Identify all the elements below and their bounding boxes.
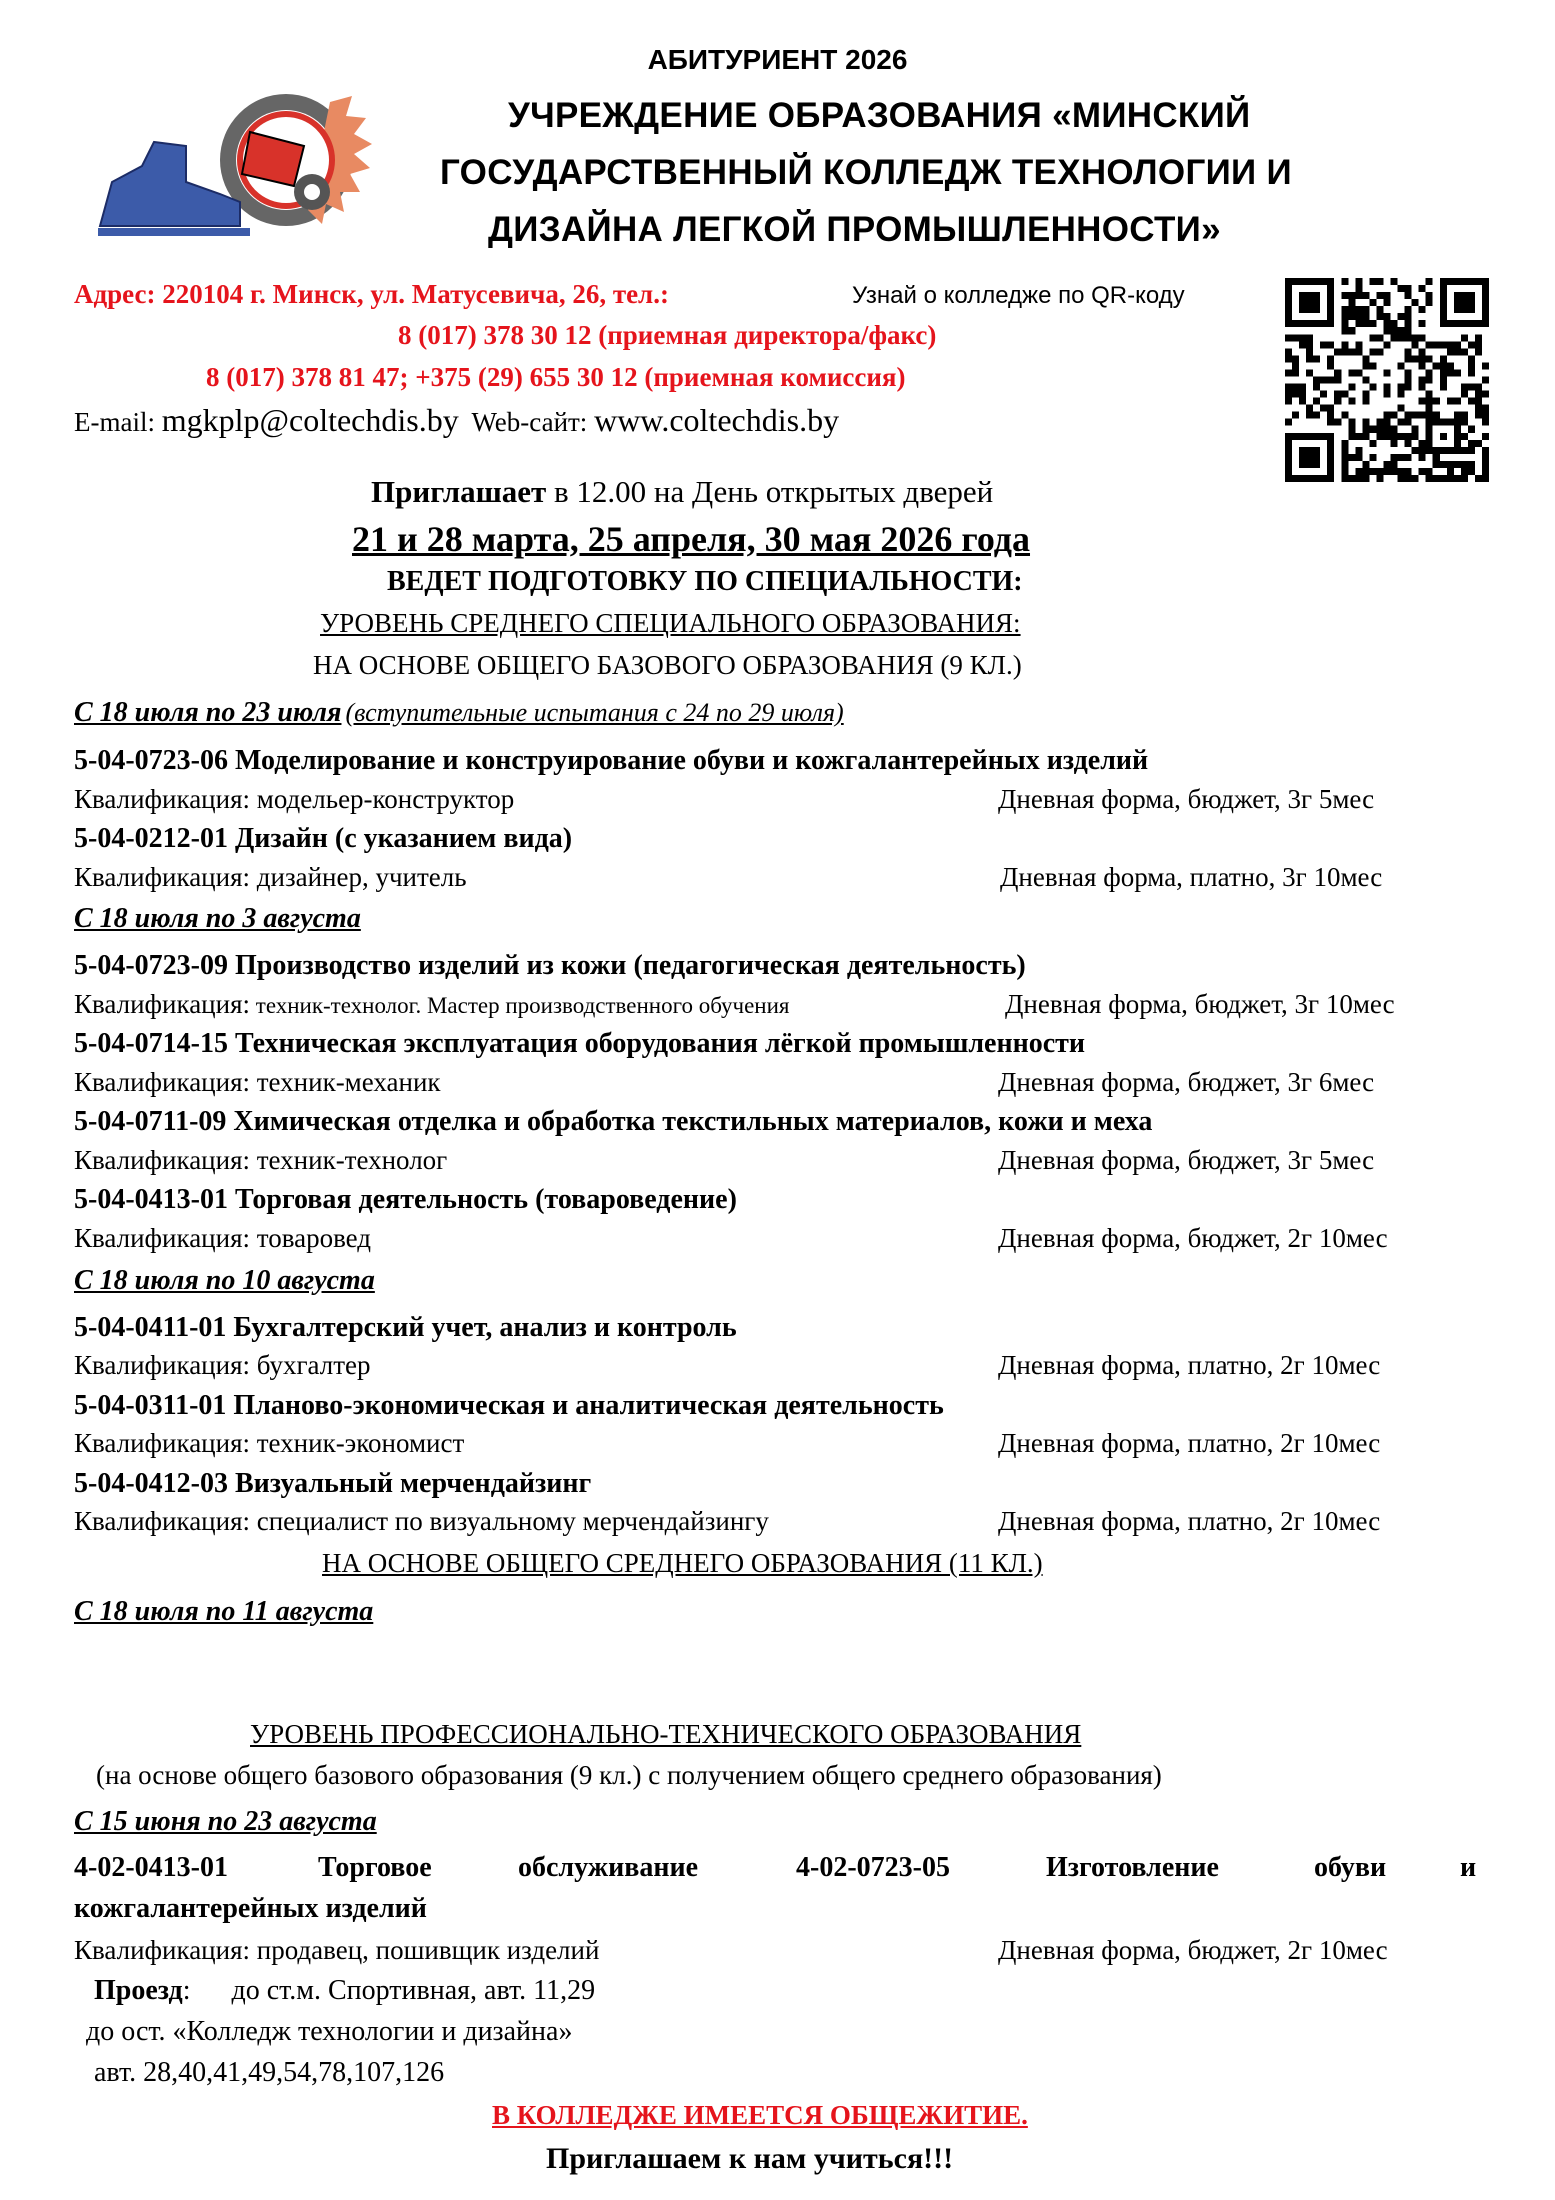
vocational-note: (на основе общего базового образования (9 кл.) с получением общего среднего образования): [96, 1760, 1162, 1790]
program-title-part: Торговое: [318, 1852, 432, 1883]
transport-line-1: Проезд: до ст.м. Спортивная, авт. 11,29: [94, 1975, 596, 2006]
period-3: С 18 июля по 10 августа: [74, 1265, 375, 1296]
level-base9: НА ОСНОВЕ ОБЩЕГО БАЗОВОГО ОБРАЗОВАНИЯ (9 КЛ.): [313, 650, 1022, 680]
invite-rest: в 12.00 на День открытых дверей: [546, 474, 994, 509]
transport-metro: до ст.м. Спортивная, авт. 11,29: [231, 1975, 596, 2006]
open-day-dates: 21 и 28 марта, 25 апреля, 30 мая 2026 года: [352, 519, 1031, 559]
qr-hint: Узнай о колледже по QR-коду: [852, 282, 1185, 309]
period-1-dates: С 18 июля по 23 июля: [74, 697, 342, 728]
program-title-part: Изготовление: [1046, 1852, 1219, 1883]
program-title: 5-04-0723-09 Производство изделий из кожи (педагогическая деятельность): [74, 950, 1026, 981]
program-title-part: и: [1460, 1852, 1477, 1883]
site-link[interactable]: www.coltechdis.by: [594, 402, 840, 438]
open-day-invite: [371, 474, 993, 510]
qualification-label: Квалификация:: [74, 989, 251, 1019]
program-qualification: Квалификация: продавец, пошивщик изделий: [74, 1935, 600, 1965]
program-title-part: обслуживание: [518, 1852, 699, 1883]
program-title-part: кожгалантерейных изделий: [74, 1893, 427, 1924]
transport-line-3: авт. 28,40,41,49,54,78,107,126: [94, 2057, 445, 2088]
program-form: Дневная форма, бюджет, 2г 10мес: [998, 1223, 1388, 1253]
address: Адрес: 220104 г. Минск, ул. Матусевича, 26, тел.:: [74, 279, 669, 309]
program-title: 5-04-0212-01 Дизайн (с указанием вида): [74, 823, 573, 854]
program-title-part: 4-02-0723-05: [796, 1852, 950, 1883]
program-title: 5-04-0711-09 Химическая отделка и обработка текстильных материалов, кожи и меха: [74, 1106, 1153, 1137]
top-title: АБИТУРИЕНТ 2026: [647, 44, 908, 75]
program-title: 5-04-0412-03 Визуальный мерчендайзинг: [74, 1468, 592, 1499]
program-form: Дневная форма, платно, 3г 10мес: [1000, 862, 1383, 892]
program-title: 5-04-0311-01 Планово-экономическая и аналитическая деятельность: [74, 1390, 944, 1421]
institution-line-1: УЧРЕЖДЕНИЕ ОБРАЗОВАНИЯ «МИНСКИЙ: [508, 96, 1251, 135]
program-qualification: Квалификация: специалист по визуальному мерчендайзингу: [74, 1506, 769, 1536]
college-logo: [90, 82, 380, 242]
contacts-email-line: [74, 402, 839, 439]
invite-lead: Приглашает: [371, 474, 547, 509]
level-secondary-special: УРОВЕНЬ СРЕДНЕГО СПЕЦИАЛЬНОГО ОБРАЗОВАНИЯ:: [320, 608, 1021, 638]
program-form: Дневная форма, бюджет, 3г 10мес: [1005, 989, 1395, 1019]
program-qualification: Квалификация: техник-механик: [74, 1067, 441, 1097]
program-form: Дневная форма, платно, 2г 10мес: [998, 1350, 1381, 1380]
program-qualification: Квалификация: дизайнер, учитель: [74, 862, 467, 892]
period-5: С 15 июня по 23 августа: [74, 1806, 377, 1837]
program-form: Дневная форма, платно, 2г 10мес: [998, 1428, 1381, 1458]
program-form: Дневная форма, платно, 2г 10мес: [998, 1506, 1381, 1536]
program-qualification: Квалификация: модельер-конструктор: [74, 784, 515, 814]
institution-line-3: ДИЗАЙНА ЛЕГКОЙ ПРОМЫШЛЕННОСТИ»: [488, 210, 1221, 249]
program-qualification: Квалификация: техник-экономист: [74, 1428, 465, 1458]
period-2: С 18 июля по 3 августа: [74, 903, 361, 934]
period-1: [74, 697, 844, 729]
training-heading: ВЕДЕТ ПОДГОТОВКУ ПО СПЕЦИАЛЬНОСТИ:: [387, 566, 1023, 597]
program-title: 5-04-0411-01 Бухгалтерский учет, анализ и контроль: [74, 1312, 737, 1343]
program-title: 5-04-0723-06 Моделирование и конструирование обуви и кожгалантерейных изделий: [74, 745, 1149, 776]
program-title: 5-04-0714-15 Техническая эксплуатация оборудования лёгкой промышленности: [74, 1028, 1086, 1059]
site-label: Web-сайт:: [471, 407, 588, 437]
program-title-part: обуви: [1314, 1852, 1387, 1883]
email-label: E-mail:: [74, 407, 155, 437]
program-form: Дневная форма, бюджет, 3г 6мес: [998, 1067, 1375, 1097]
program-title-part: 4-02-0413-01: [74, 1852, 228, 1883]
program-form: Дневная форма, бюджет, 2г 10мес: [998, 1935, 1388, 1965]
program-form: Дневная форма, бюджет, 3г 5мес: [998, 1145, 1375, 1175]
qualification-value: техник-технолог. Мастер производственного обучения: [250, 993, 790, 1018]
program-qualification: [74, 989, 790, 1020]
closing-invite: Приглашаем к нам учиться!!!: [546, 2142, 954, 2175]
transport-label: Проезд: [94, 1975, 183, 2006]
institution-line-2: ГОСУДАРСТВЕННЫЙ КОЛЛЕДЖ ТЕХНОЛОГИИ И: [440, 153, 1292, 192]
dormitory-notice: В КОЛЛЕДЖЕ ИМЕЕТСЯ ОБЩЕЖИТИЕ.: [492, 2100, 1028, 2130]
email-link[interactable]: mgkplp@coltechdis.by: [161, 402, 459, 438]
level-base11: НА ОСНОВЕ ОБЩЕГО СРЕДНЕГО ОБРАЗОВАНИЯ (11 КЛ.): [322, 1548, 1043, 1578]
transport-line-2: до ост. «Колледж технологии и дизайна»: [86, 2016, 573, 2047]
period-1-note: (вступительные испытания с 24 по 29 июля): [345, 698, 844, 727]
program-qualification: Квалификация: техник-технолог: [74, 1145, 448, 1175]
program-title: 5-04-0413-01 Торговая деятельность (товароведение): [74, 1184, 737, 1215]
level-vocational: УРОВЕНЬ ПРОФЕССИОНАЛЬНО-ТЕХНИЧЕСКОГО ОБРАЗОВАНИЯ: [250, 1719, 1082, 1749]
program-qualification: Квалификация: бухгалтер: [74, 1350, 371, 1380]
program-qualification: Квалификация: товаровед: [74, 1223, 372, 1253]
phone-director: 8 (017) 378 30 12 (приемная директора/факс): [398, 320, 937, 350]
qr-code-icon: [1285, 278, 1489, 482]
phone-admission: 8 (017) 378 81 47; +375 (29) 655 30 12 (приемная комиссия): [206, 362, 906, 392]
period-4: С 18 июля по 11 августа: [74, 1596, 374, 1627]
program-form: Дневная форма, бюджет, 3г 5мес: [998, 784, 1375, 814]
